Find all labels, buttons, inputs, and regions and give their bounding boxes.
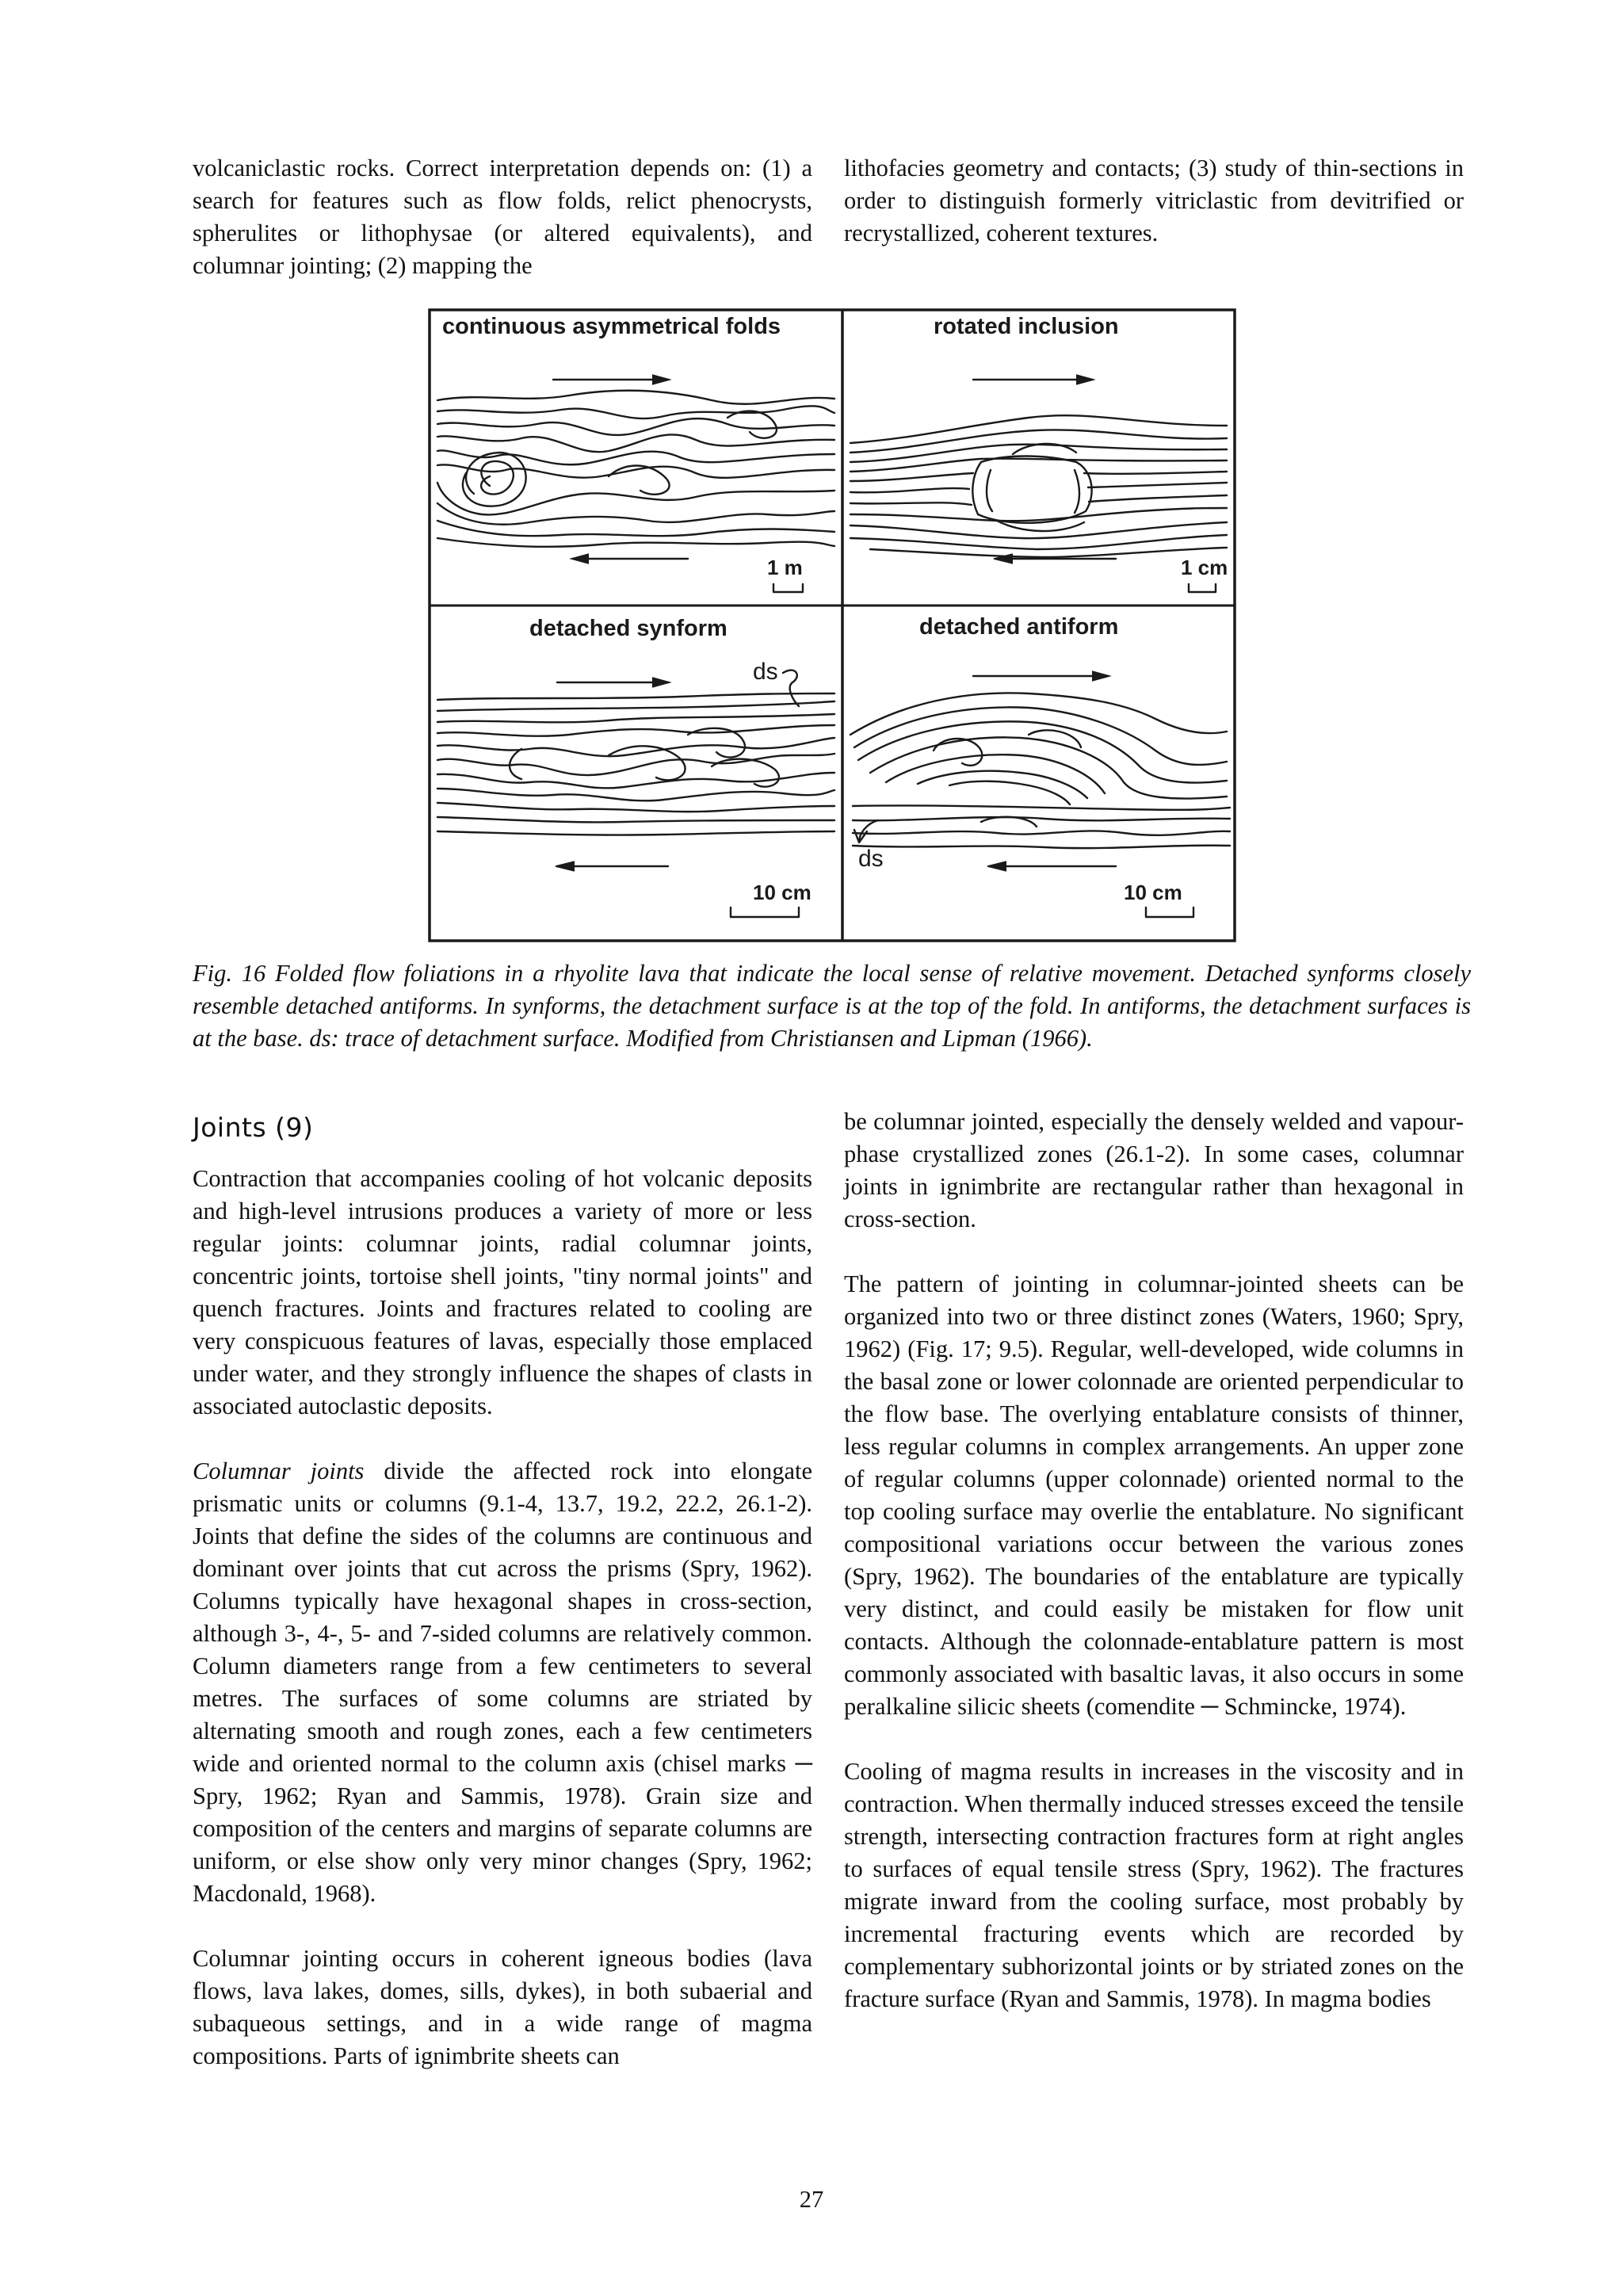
detachment-surface-synform: [437, 701, 834, 711]
panel-title-detached-synform: detached synform: [529, 616, 727, 641]
antiform-foliation-lines: [850, 693, 1227, 804]
scale-bar-antiform: [1146, 907, 1193, 917]
scale-label-top-right: 1 cm: [1181, 556, 1228, 579]
top-right-paragraph: lithofacies geometry and contacts; (3) study of thin-sections in order to distinguish formerly vitriclastic from devitrified or recrystallized, coherent textures.: [844, 155, 1464, 246]
scale-bar-top-right: [1189, 584, 1216, 592]
ds-label-antiform: ds: [858, 846, 884, 872]
synform-foliation-lines: [437, 693, 834, 835]
top-right-column: [844, 152, 1464, 250]
panel-title-rotated-inclusion: rotated inclusion: [934, 314, 1119, 339]
scale-label-antiform: 10 cm: [1124, 881, 1182, 904]
scale-label-synform: 10 cm: [753, 881, 812, 904]
panel-title-detached-antiform: detached antiform: [919, 614, 1119, 640]
inclusion-foliation-lines: [850, 415, 1227, 557]
figure-16-drawing: [426, 307, 1238, 944]
scale-label-top-left: 1 m: [767, 556, 803, 579]
section-heading: Joints (9): [193, 1112, 314, 1143]
page-number: 27: [799, 2186, 824, 2213]
sense-arrow-antiform-top: [973, 671, 1109, 681]
detachment-surface-antiform: [853, 805, 1230, 809]
panel-detached-synform: [437, 616, 834, 917]
ds-pointer-synform: [783, 670, 799, 706]
sense-arrow-top-right: [973, 375, 1094, 384]
panel-detached-antiform: [850, 614, 1230, 917]
top-left-column: [193, 152, 812, 282]
left-column: [193, 1111, 812, 2073]
panel-rotated-inclusion: [850, 314, 1228, 592]
right-column: [844, 1106, 1464, 2015]
columnar-joints-term: Columnar joints: [193, 1457, 365, 1484]
left-paragraph-1: Contraction that accompanies cooling of hot volcanic deposits and high-level intrusions produces a variety of more or less regular joints: columnar joints, radial columnar joints, concentric joints, tortoise shell joints, "tiny normal joints" and quench fractures. Joints and fractures related to cooling are very conspicuous features of lavas, especially those emplaced under water, and they strongly influence the shapes of clasts in associated autoclastic deposits.: [193, 1165, 812, 1419]
sense-arrow-bottom: [571, 554, 688, 563]
right-paragraph-1: be columnar jointed, especially the densely welded and vapour-phase crystallized zones (26.1-2). In some cases, columnar joints in ignimbrite are rectangular rather than hexagonal in cross-section.: [844, 1108, 1464, 1232]
ds-pointer-antiform: [854, 820, 878, 842]
sense-arrow-synform-bottom: [556, 861, 668, 871]
top-left-paragraph: volcaniclastic rocks. Correct interpretation depends on: (1) a search for features such as flow folds, relict phenocrysts, spherulites or lithophysae (or altered equivalents), and columnar jointing; (2) mapping the: [193, 155, 812, 279]
panel-continuous-asymmetrical-folds: [437, 314, 834, 592]
sense-arrow-synform-top: [557, 678, 670, 687]
scale-bar-synform: [731, 907, 799, 917]
fold-foliation-lines: [437, 391, 834, 547]
right-paragraph-3: Cooling of magma results in increases in the viscosity and in contraction. When thermally induced stresses exceed the tensile strength, intersecting contraction fractures form at right angles to surfaces of equal tensile stress (Spry, 1962). The fractures migrate inward from the cooling surface, most probably by incremental fracturing events which are recorded by complementary subhorizontal joints or by striated zones on the fracture surface (Ryan and Sammis, 1978). In magma bodies: [844, 1758, 1464, 2012]
scale-bar-top-left: [773, 584, 803, 592]
figure-caption: Fig. 16 Folded flow foliations in a rhyolite lava that indicate the local sense of relative movement. Detached synforms closely resemble detached antiforms. In synforms, the detachment surface is at the top of the fold. In antiforms, the detachment surfaces is at the base. ds: trace of detachment surface. Modified from Christiansen and Lipman (1966).: [193, 960, 1471, 1052]
ds-label-synform: ds: [753, 659, 778, 685]
sense-arrow-top: [553, 375, 670, 384]
panel-title-continuous-asymmetrical-folds: continuous asymmetrical folds: [442, 314, 781, 339]
sense-arrow-antiform-bottom: [987, 861, 1116, 871]
left-paragraph-2-text: divide the affected rock into elongate prismatic units or columns (9.1-4, 13.7, 19.2, 22.2, 26.1-2). Joints that define the sides of the columns are continuous and dominant over joints that cut across the prisms (Spry, 1962). Columns typically have hexagonal shapes in cross-section, although 3-, 4-, 5- and 7-sided columns are relatively common. Column diameters range from a few centimeters to several metres. The surfaces of some columns are striated by alternating smooth and rough zones, each a few centimeters wide and oriented normal to the column axis (chisel marks ─ Spry, 1962; Ryan and Sammis, 1978). Grain size and composition of the centers and margins of separate columns are uniform, or else show only very minor changes (Spry, 1962; Macdonald, 1968).: [193, 1457, 812, 1907]
figure-16: [426, 307, 1238, 944]
left-paragraph-2: [193, 1455, 812, 1910]
left-paragraph-3: Columnar jointing occurs in coherent igneous bodies (lava flows, lava lakes, domes, sills, dykes), in both subaerial and subaqueous settings, and in a wide range of magma compositions. Parts of ignimbrite sheets can: [193, 1945, 812, 2069]
right-paragraph-2: The pattern of jointing in columnar-jointed sheets can be organized into two or three distinct zones (Waters, 1960; Spry, 1962) (Fig. 17; 9.5). Regular, well-developed, wide columns in the basal zone or lower colonnade are oriented perpendicular to the flow base. The overlying entablature consists of thinner, less regular columns in complex arrangements. An upper zone of regular columns (upper colonnade) oriented normal to the top cooling surface may overlie the entablature. No significant compositional variations occur between the various zones (Spry, 1962). The boundaries of the entablature are typically very distinct, and could easily be mistaken for flow unit contacts. Although the colonnade-entablature pattern is most commonly associated with basaltic lavas, it also occurs in some peralkaline silicic sheets (comendite ─ Schmincke, 1974).: [844, 1270, 1464, 1720]
antiform-lower-lines: [853, 817, 1230, 848]
